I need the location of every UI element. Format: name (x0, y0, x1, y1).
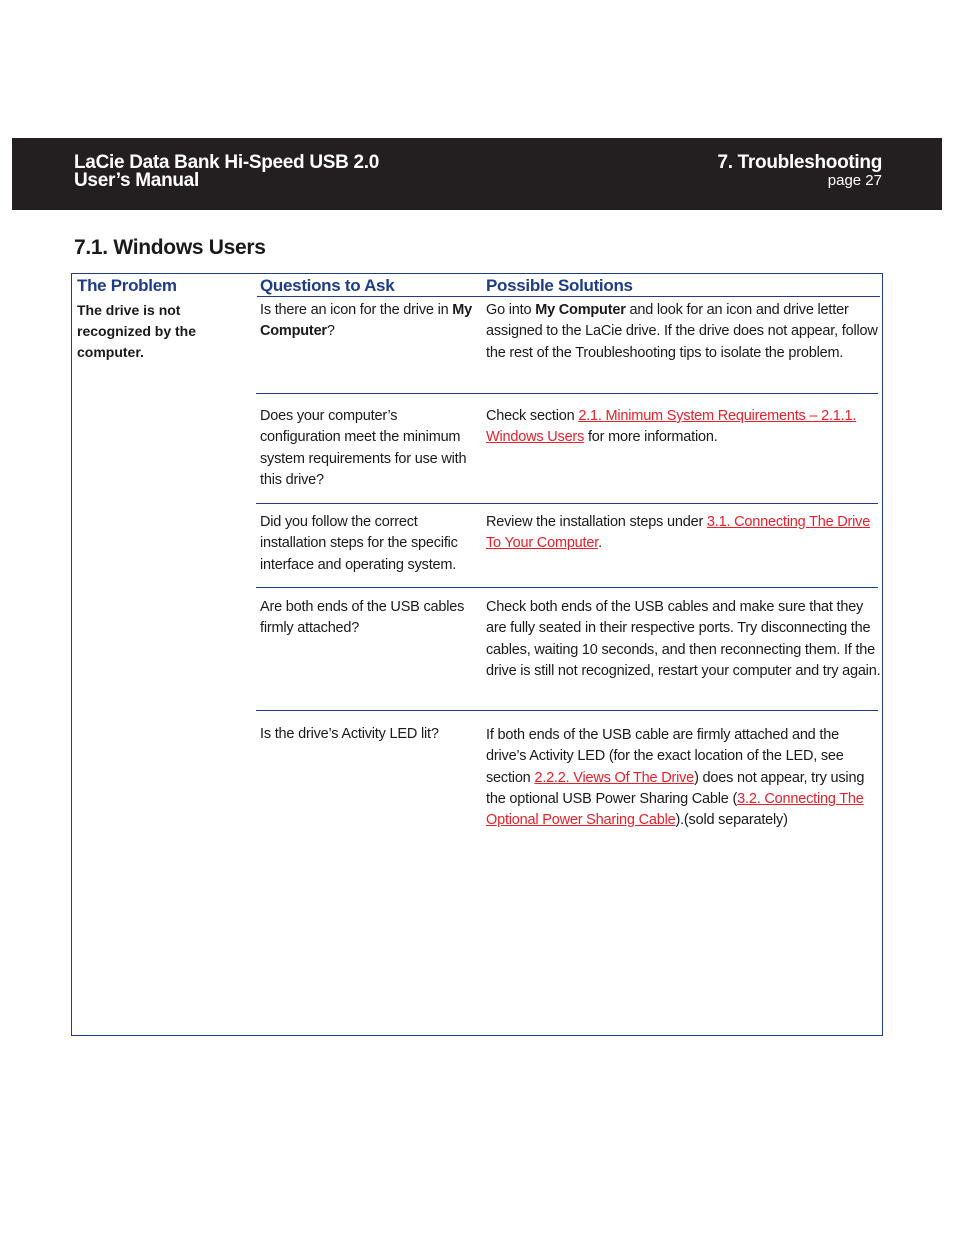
solution-5: If both ends of the USB cable are firmly attached and the drive’s Activity LED (for the exact location of the LED, see section 2.2.2. Views Of The Drive) does not appear, try using the optional USB Power Sharing Cable (3.2. Connecting The Optional Power Sharing Cable).(sold separately) (486, 727, 865, 829)
solution-4: Check both ends of the USB cables and make sure that they are fully seated in their respective ports. Try disconnecting the cables, waiting 10 seconds, and then reconnecting them. If the drive is still not recognized, restart your computer and try again. (486, 599, 881, 679)
link-min-system-requirements[interactable]: 2.1. Minimum System Requirements – 2.1.1. Windows Users (486, 408, 857, 446)
column-header-questions: Questions to Ask (260, 276, 395, 295)
manual-title (74, 154, 379, 190)
solution-2: Check section 2.1. Minimum System Requirements – 2.1.1. Windows Users for more information. (486, 408, 857, 446)
manual-title-line2: User’s Manual (74, 170, 199, 191)
question-4: Are both ends of the USB cables firmly attached? (260, 599, 465, 637)
question-1: Is there an icon for the drive in My Computer? (260, 302, 473, 340)
row-divider (256, 587, 878, 588)
section-title: 7.1. Windows Users (74, 236, 266, 259)
header-bar (12, 138, 942, 210)
problem-text: The drive is not recognized by the computer. (77, 302, 197, 360)
row-divider (256, 710, 878, 711)
troubleshooting-table (71, 273, 883, 1036)
solution-1: Go into My Computer and look for an icon and drive letter assigned to the LaCie drive. If the drive does not appear, follow the rest of the Troubleshooting tips to isolate the problem. (486, 302, 878, 361)
link-connecting-the-drive[interactable]: 3.1. Connecting The Drive To Your Computer (486, 514, 871, 552)
page-number: page 27 (827, 172, 882, 189)
section-info (717, 154, 882, 190)
chapter-title: 7. Troubleshooting (717, 152, 882, 173)
question-5: Is the drive’s Activity LED lit? (260, 726, 439, 742)
link-power-sharing-cable[interactable]: 3.2. Connecting The Optional Power Sharing Cable (486, 790, 864, 829)
column-header-problem: The Problem (77, 276, 177, 295)
question-2: Does your computer’s configuration meet the minimum system requirements for use with this drive? (260, 408, 467, 488)
header-divider (257, 296, 880, 297)
manual-title-line1: LaCie Data Bank Hi-Speed USB 2.0 (74, 152, 380, 173)
column-header-solutions: Possible Solutions (486, 276, 633, 295)
row-divider (256, 503, 878, 504)
question-3: Did you follow the correct installation steps for the specific interface and operating system. (260, 514, 458, 573)
row-divider (256, 393, 878, 394)
link-views-of-the-drive[interactable]: 2.2.2. Views Of The Drive (534, 769, 695, 786)
solution-3: Review the installation steps under 3.1. Connecting The Drive To Your Computer. (486, 514, 871, 552)
